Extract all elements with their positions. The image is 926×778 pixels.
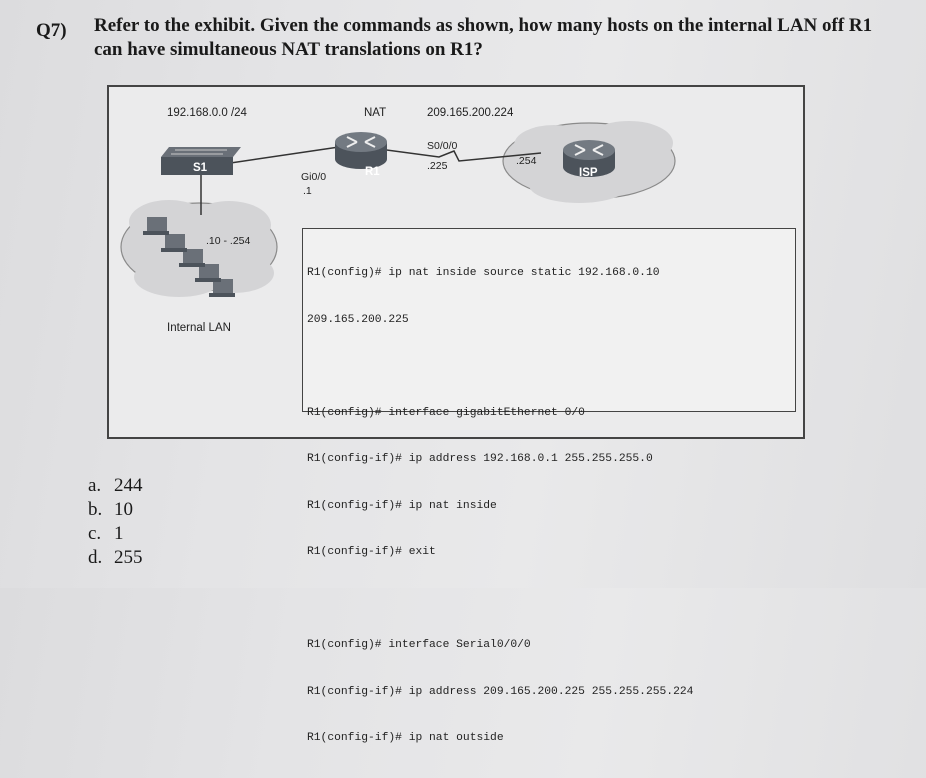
answer-letter: d. [88, 547, 103, 568]
answer-value: 10 [114, 499, 133, 520]
code-line: R1(config-if)# exit [307, 546, 436, 558]
router-icon [335, 132, 387, 169]
code-line: R1(config-if)# ip address 209.165.200.225 255.255.255.224 [307, 685, 694, 698]
code-line: R1(config-if)# ip nat inside [307, 499, 497, 512]
internal-lan-label: Internal LAN [167, 322, 231, 334]
answer-value: 1 [114, 523, 124, 544]
code-line: R1(config)# ip nat inside source static 192.168.0.10 [307, 267, 660, 279]
serial-address-label: .225 [427, 160, 448, 172]
code-line: 209.165.200.225 [307, 313, 409, 326]
code-line: R1(config)# interface Serial0/0/0 [307, 639, 531, 651]
answer-letter: b. [88, 499, 103, 520]
nat-label: NAT [364, 107, 387, 119]
question-text: Refer to the exhibit. Given the commands as shown, how many hosts on the internal LAN off R1 can have simultaneous NAT translations on R1? [94, 15, 873, 60]
answer-option-d[interactable] [88, 546, 143, 570]
router-label: R1 [365, 166, 380, 178]
answer-value: 255 [114, 547, 143, 568]
answer-letter: c. [88, 523, 102, 544]
isp-label: ISP [579, 167, 598, 179]
code-line [307, 592, 795, 608]
config-commands-box [302, 228, 796, 744]
serial-interface-label: S0/0/0 [427, 140, 458, 152]
lan-network-label: 192.168.0.0 /24 [167, 107, 247, 119]
question-number: Q7) [36, 20, 67, 41]
code-line [307, 359, 795, 375]
answer-option-a[interactable] [88, 474, 143, 498]
code-line: R1(config)# interface gigabitEthernet 0/0 [307, 406, 585, 419]
gi-interface-label: Gi0/0 [301, 171, 327, 183]
gi-address-label: .1 [303, 185, 312, 197]
answer-letter: a. [88, 475, 102, 496]
public-network-label: 209.165.200.224 [427, 107, 514, 119]
answer-choices [88, 474, 143, 570]
answer-option-b[interactable] [88, 498, 143, 522]
host-range-label: .10 - .254 [206, 235, 251, 247]
answer-value: 244 [114, 475, 143, 496]
code-line: R1(config-if)# ip nat outside [307, 732, 504, 744]
code-line: R1(config-if)# ip address 192.168.0.1 255.255.255.0 [307, 453, 653, 465]
answer-option-c[interactable] [88, 522, 143, 546]
switch-label: S1 [193, 162, 208, 174]
lan-cloud [121, 200, 277, 297]
isp-address-label: .254 [516, 155, 537, 167]
